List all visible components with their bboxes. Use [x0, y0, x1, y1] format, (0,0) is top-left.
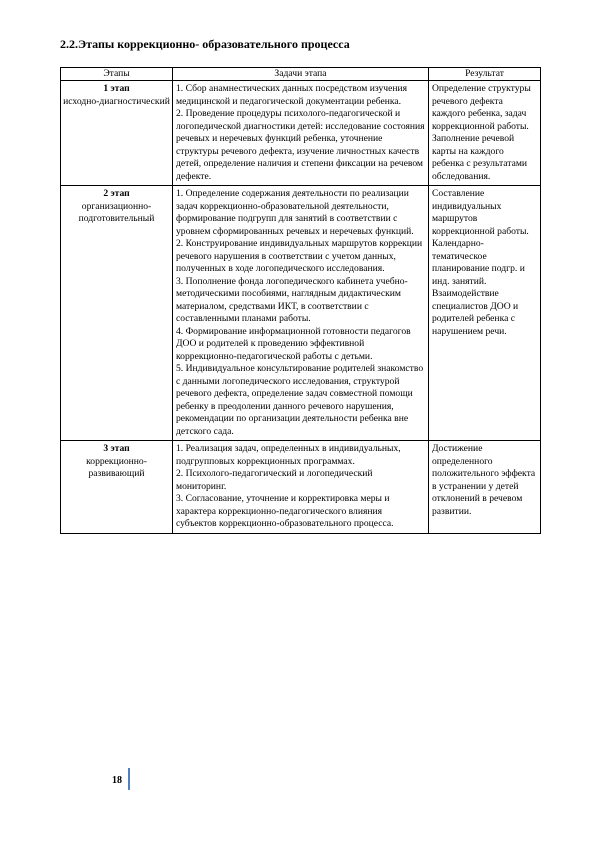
stage-cell — [61, 81, 173, 186]
page-number: 18 — [112, 775, 122, 786]
tasks-cell — [173, 186, 429, 441]
task-item: 1. Определение содержания деятельности по реализации задач коррекционно-образовательной деятельности, формирование подгрупп для занятий в соответствии с уровнем сформированных речевых и неречевых функций. — [176, 188, 414, 237]
stage-number: 3 этап — [103, 443, 130, 454]
header-stages: Этапы — [61, 68, 173, 81]
header-tasks: Задачи этапа — [173, 68, 429, 81]
stages-table — [60, 67, 541, 534]
result-cell: Достижение определенного положительного эффекта в устранении у детей отклонений в речевом развитии. — [429, 441, 541, 534]
tasks-cell — [173, 441, 429, 534]
task-item: 2. Проведение процедуры психолого-педагогической и логопедической диагностики детей: исследование состояния речевых и неречевых функций ребенка, уточнение структуры речевого дефекта, изучение личностных качеств детей, определение наличия и степени фиксации на речевом дефекте. — [176, 108, 425, 182]
header-result: Результат — [429, 68, 541, 81]
table-row — [61, 81, 541, 186]
result-cell: Определение структуры речевого дефекта каждого ребенка, задач коррекционной работы. Заполнение речевой карты на каждого ребенка с результатами обследования. — [429, 81, 541, 186]
task-item: 1. Сбор анамнестических данных посредством изучения медицинской и педагогической документации ребенка. — [176, 83, 408, 107]
stage-name: организационно-подготовительный — [78, 200, 155, 224]
table-row — [61, 186, 541, 441]
table-header-row — [61, 68, 541, 81]
page-number-accent-bar — [128, 768, 130, 790]
stage-name: исходно-диагностический — [63, 95, 170, 107]
stage-cell — [61, 441, 173, 534]
result-cell: Составление индивидуальных маршрутов коррекционной работы. Календарно-тематическое планирование подгр. и инд. занятий. Взаимодействие специалистов ДОО и родителей ребенка с нарушением речи. — [429, 186, 541, 441]
task-item: 1. Реализация задач, определенных в индивидуальных, подгрупповых коррекционных программах. — [176, 443, 401, 467]
table-row — [61, 441, 541, 534]
task-item: 2. Конструирование индивидуальных маршрутов коррекции речевого нарушения в соответствии с учетом данных, полученных в ходе логопедического исследования. — [176, 238, 423, 274]
stage-number: 1 этап — [103, 83, 130, 94]
stage-cell — [61, 186, 173, 441]
task-item: 3. Согласование, уточнение и корректировка меры и характера коррекционно-педагогического влияния субъектов коррекционно-образовательного процесса. — [176, 493, 394, 529]
section-heading: 2.2.Этапы коррекционно- образовательного процесса — [60, 37, 350, 51]
stage-name: коррекционно-развивающий — [86, 455, 147, 479]
task-item: 2. Психолого-педагогический и логопедический мониторинг. — [176, 468, 373, 492]
task-item: 5. Индивидуальное консультирование родителей знакомство с данными логопедического исследования, структурой речевого дефекта, определение задач совместной помощи ребенку в преодолении данного речевого нарушения, рекомендации по организации деятельности ребенка вне детского сада. — [176, 363, 424, 437]
task-item: 3. Пополнение фонда логопедического кабинета учебно-методическими пособиями, наглядным дидактическим материалом, средствами ИКТ, в соответствии с составленными планами работы. — [176, 275, 408, 324]
tasks-cell — [173, 81, 429, 186]
stage-number: 2 этап — [103, 188, 130, 199]
task-item: 4. Формирование информационной готовности педагогов ДОО и родителей к проведению эффективной коррекционно-педагогической работы с детьми. — [176, 325, 411, 362]
